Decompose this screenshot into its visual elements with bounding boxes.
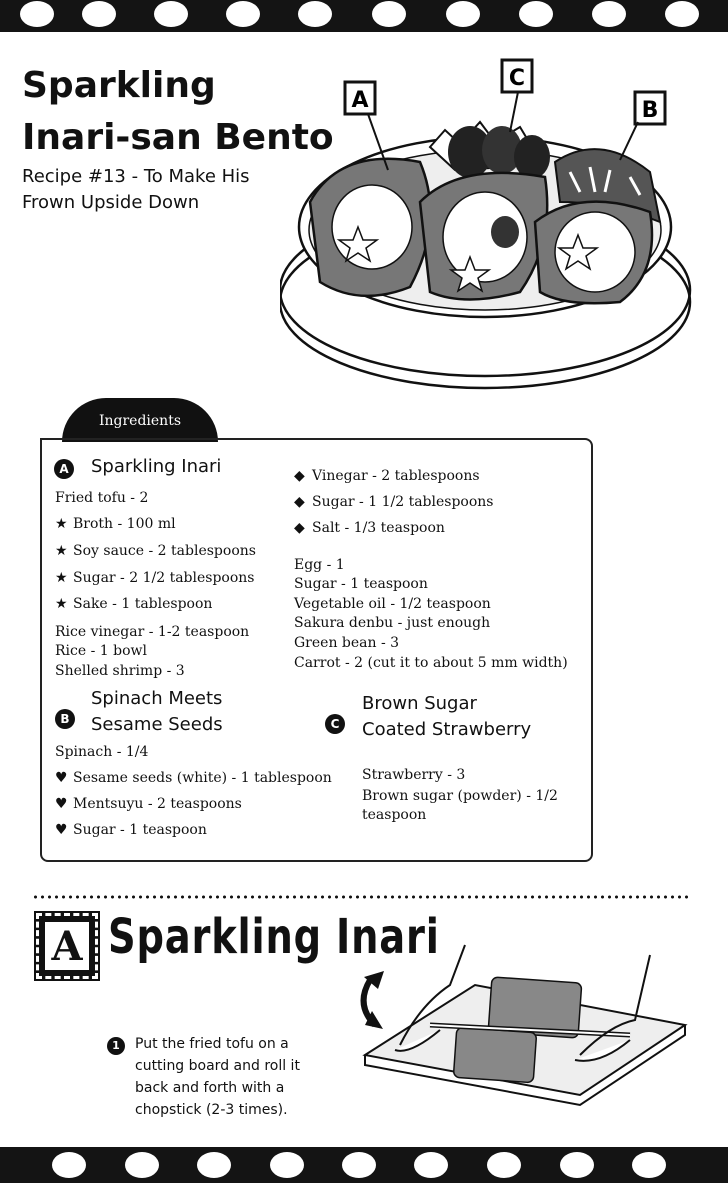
- polka-dot: [270, 1152, 304, 1178]
- diamond-icon: ◆: [294, 468, 305, 484]
- top-polka-dot-border: [0, 0, 728, 32]
- star-icon: ★: [55, 516, 68, 532]
- step-line: chopstick (2-3 times).: [135, 1102, 288, 1118]
- strawberry-heading-line: Brown Sugar: [362, 693, 477, 714]
- spinach-heading-line: Sesame Seeds: [91, 714, 223, 735]
- ingredient-item: Strawberry - 3: [362, 767, 466, 783]
- ingredient-item: teaspoon: [362, 807, 427, 823]
- recipe-subtitle: [22, 164, 322, 216]
- bottom-polka-dot-border: [0, 1147, 728, 1183]
- step-line: cutting board and roll it: [135, 1058, 300, 1074]
- ingredient-item: ◆ Salt - 1/3 teaspoon: [294, 520, 445, 536]
- polka-dot: [487, 1152, 521, 1178]
- subtitle-line: Frown Upside Down: [22, 192, 200, 213]
- ingredient-item: ◆ Vinegar - 2 tablespoons: [294, 468, 480, 484]
- ingredient-item: ★ Sugar - 2 1/2 tablespoons: [55, 570, 255, 586]
- callout-a: A: [351, 88, 369, 113]
- ingredient-item: ♥ Mentsuyu - 2 teaspoons: [55, 796, 242, 812]
- star-icon: ★: [55, 570, 68, 586]
- star-icon: ★: [55, 596, 68, 612]
- ingredient-item: ♥ Sesame seeds (white) - 1 tablespoon: [55, 770, 332, 786]
- star-icon: ★: [55, 543, 68, 559]
- polka-dot: [342, 1152, 376, 1178]
- polka-dot: [197, 1152, 231, 1178]
- polka-dot: [519, 1, 553, 27]
- ingredient-item: Fried tofu - 2: [55, 490, 149, 506]
- ingredient-item: Rice - 1 bowl: [55, 643, 147, 659]
- ingredient-item: Egg - 1: [294, 557, 345, 573]
- diamond-icon: ◆: [294, 520, 305, 536]
- diamond-icon: ◆: [294, 494, 305, 510]
- ingredients-tab: Ingredients: [62, 398, 218, 442]
- callout-b: B: [641, 98, 659, 123]
- ingredient-item: ★ Broth - 100 ml: [55, 516, 176, 532]
- ingredient-item: Green bean - 3: [294, 635, 400, 651]
- title-line: Inari-san Bento: [22, 117, 334, 158]
- strawberry-heading-line: Coated Strawberry: [362, 719, 532, 740]
- polka-dot: [52, 1152, 86, 1178]
- step-line: Put the fried tofu on a: [135, 1036, 289, 1052]
- polka-dot: [560, 1152, 594, 1178]
- step-number-icon: 1: [107, 1037, 125, 1055]
- polka-dot: [592, 1, 626, 27]
- section-c-badge-icon: C: [325, 714, 345, 734]
- ingredient-item: ◆ Sugar - 1 1/2 tablespoons: [294, 494, 494, 510]
- spinach-heading-line: Spinach Meets: [91, 688, 223, 709]
- bento-box-illustration: [280, 52, 710, 392]
- polka-dot: [372, 1, 406, 27]
- title-line: Sparkling: [22, 65, 216, 106]
- ingredient-item: Sugar - 1 teaspoon: [294, 576, 428, 592]
- polka-dot: [414, 1152, 448, 1178]
- section-stamp-letter: A: [45, 922, 89, 970]
- subtitle-line: Recipe #13 - To Make His: [22, 166, 250, 187]
- section-a-stamp-icon: [36, 913, 98, 979]
- heart-icon: ♥: [55, 770, 68, 786]
- step-line: back and forth with a: [135, 1080, 285, 1096]
- section-b-badge-icon: B: [55, 709, 75, 729]
- ingredient-item: Carrot - 2 (cut it to about 5 mm width): [294, 655, 568, 671]
- ingredient-item: Brown sugar (powder) - 1/2: [362, 788, 558, 804]
- ingredient-item: ♥ Sugar - 1 teaspoon: [55, 822, 207, 838]
- polka-dot: [226, 1, 260, 27]
- polka-dot: [298, 1, 332, 27]
- section-a-badge-icon: A: [54, 459, 74, 479]
- ingredient-item: ★ Sake - 1 tablespoon: [55, 596, 213, 612]
- polka-dot: [82, 1, 116, 27]
- ingredient-item: Sakura denbu - just enough: [294, 615, 491, 631]
- polka-dot: [446, 1, 480, 27]
- ingredient-item: Spinach - 1/4: [55, 744, 149, 760]
- sparkling-inari-heading: Sparkling Inari: [91, 456, 222, 477]
- dotted-divider: [32, 895, 692, 899]
- callout-c: C: [508, 66, 526, 91]
- polka-dot: [154, 1, 188, 27]
- ingredient-item: Shelled shrimp - 3: [55, 663, 185, 679]
- polka-dot: [20, 1, 54, 27]
- polka-dot: [665, 1, 699, 27]
- ingredient-item: Rice vinegar - 1-2 teaspoon: [55, 624, 250, 640]
- ingredient-item: ★ Soy sauce - 2 tablespoons: [55, 543, 256, 559]
- heart-icon: ♥: [55, 796, 68, 812]
- ingredient-item: Vegetable oil - 1/2 teaspoon: [294, 596, 491, 612]
- section-title: Sparkling Inari: [108, 909, 440, 965]
- rolling-tofu-illustration: [350, 925, 710, 1125]
- polka-dot: [125, 1152, 159, 1178]
- polka-dot: [632, 1152, 666, 1178]
- heart-icon: ♥: [55, 822, 68, 838]
- step-instruction: [135, 1033, 335, 1121]
